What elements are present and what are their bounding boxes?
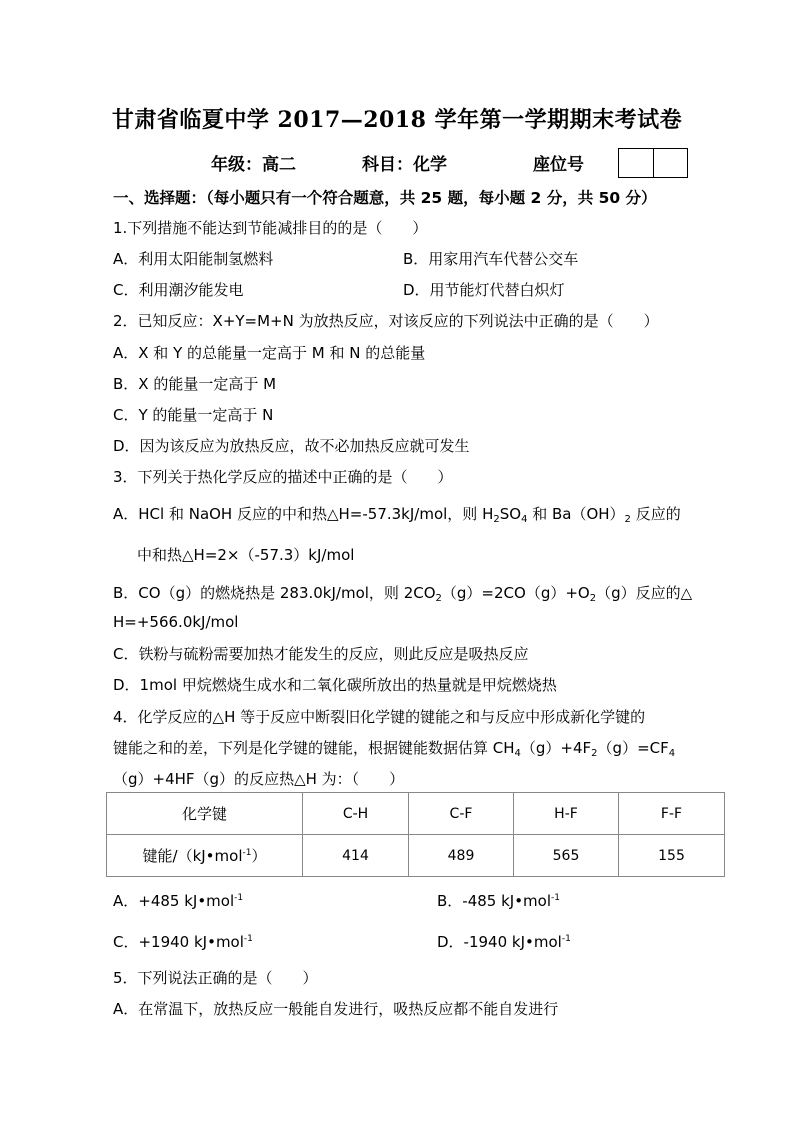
- q3-a-text-4: 反应的: [630, 505, 681, 523]
- q4-stem-line-2: [113, 737, 675, 758]
- q3-b-sub-2: 2: [589, 593, 597, 604]
- row-label-text: 键能/（kJ•mol: [142, 847, 243, 865]
- q5-option-a: A．在常温下，放热反应一般能自发进行，吸热反应都不能自发进行: [113, 1000, 559, 1018]
- q2-option-d: D．因为该反应为放热反应，故不必加热反应就可发生: [113, 437, 470, 455]
- section-heading: 一、选择题：（每小题只有一个符合题意，共 25 题，每小题 2 分，共 50 分）: [113, 189, 657, 207]
- table-cell: 565: [514, 835, 619, 877]
- q2-option-c: C．Y 的能量一定高于 N: [113, 406, 274, 424]
- table-header-cell: 化学键: [107, 793, 303, 835]
- q1-option-c: C．利用潮汐能发电: [113, 281, 244, 299]
- q4-a-text: A．+485 kJ•mol: [113, 892, 235, 910]
- table-header-cell: H-F: [514, 793, 619, 835]
- q4-stem-sub-1: 4: [514, 748, 521, 759]
- q1-option-b: B．用家用汽车代替公交车: [403, 250, 579, 268]
- q4-option-d: [437, 931, 571, 952]
- q3-b-text-3: （g）反应的△: [596, 584, 693, 602]
- q4-d-sup: -1: [561, 934, 571, 944]
- q3-b-sub-1: 2: [435, 593, 442, 604]
- q4-stem-line-3: （g）+4HF（g）的反应热△H 为：（ ）: [113, 770, 405, 788]
- q3-option-c: C．铁粉与硫粉需要加热才能发生的反应，则此反应是吸热反应: [113, 645, 529, 663]
- table-row-label: [107, 835, 303, 877]
- q4-option-c: [113, 931, 253, 952]
- q3-option-a-cont: 中和热△H=2×（-57.3）kJ/mol: [137, 546, 355, 564]
- q4-stem-sub-3: 4: [668, 748, 676, 759]
- seat-number-box-1[interactable]: [618, 148, 654, 178]
- q3-a-sub-1: 2: [493, 514, 500, 525]
- q4-stem-sub-2: 2: [591, 748, 598, 759]
- q3-a-sub-3: 2: [624, 514, 631, 525]
- q1-option-a: A．利用太阳能制氢燃料: [113, 250, 274, 268]
- q4-stem-text-1: 键能之和的差，下列是化学键的键能，根据键能数据估算 CH: [113, 739, 515, 757]
- subject-label: 科目：化学: [362, 155, 447, 175]
- q3-a-text-2: SO: [499, 505, 522, 523]
- q3-a-sub-2: 4: [521, 514, 528, 525]
- row-label-end: ）: [251, 847, 267, 865]
- q4-stem-text-3: （g）=CF: [597, 739, 669, 757]
- table-cell: 489: [409, 835, 514, 877]
- exam-title: 甘肃省临夏中学 2017—2018 学年第一学期期末考试卷: [111, 107, 683, 133]
- table-cell: 155: [619, 835, 725, 877]
- q4-option-b: [437, 890, 560, 911]
- bond-energy-table: [106, 792, 725, 877]
- q3-option-b: [113, 582, 692, 603]
- q3-option-a: [113, 503, 681, 524]
- q3-a-text-3: 和 Ba（OH）: [527, 505, 625, 523]
- q3-b-text-1: B．CO（g）的燃烧热是 283.0kJ/mol，则 2CO: [113, 584, 436, 602]
- q3-option-b-cont: H=+566.0kJ/mol: [113, 613, 239, 631]
- q4-stem-text-2: （g）+4F: [520, 739, 592, 757]
- seat-number-label: 座位号: [533, 155, 584, 175]
- q4-d-text: D．-1940 kJ•mol: [437, 933, 562, 951]
- seat-number-box-2[interactable]: [653, 148, 688, 178]
- q4-a-sup: -1: [234, 893, 244, 903]
- q3-b-text-2: （g）=2CO（g）+O: [441, 584, 590, 602]
- table-header-cell: F-F: [619, 793, 725, 835]
- q3-option-d: D．1mol 甲烷燃烧生成水和二氧化碳所放出的热量就是甲烷燃烧热: [113, 676, 557, 694]
- q3-a-text-1: A．HCl 和 NaOH 反应的中和热△H=-57.3kJ/mol，则 H: [113, 505, 494, 523]
- grade-label: 年级：高二: [211, 155, 296, 175]
- table-row: [107, 835, 725, 877]
- table-cell: 414: [303, 835, 409, 877]
- q2-option-b: B．X 的能量一定高于 M: [113, 375, 277, 393]
- q4-b-text: B．-485 kJ•mol: [437, 892, 552, 910]
- q2-option-a: A．X 和 Y 的总能量一定高于 M 和 N 的总能量: [113, 344, 426, 362]
- q3-stem: 3．下列关于热化学反应的描述中正确的是（ ）: [113, 468, 453, 486]
- row-label-sup: -1: [242, 848, 252, 858]
- q2-stem: 2．已知反应：X+Y=M+N 为放热反应，对该反应的下列说法中正确的是（ ）: [113, 312, 659, 330]
- q1-option-d: D．用节能灯代替白炽灯: [403, 281, 565, 299]
- q4-option-a: [113, 890, 243, 911]
- q4-b-sup: -1: [551, 893, 561, 903]
- q4-c-text: C．+1940 kJ•mol: [113, 933, 244, 951]
- q4-stem-line-1: 4．化学反应的△H 等于反应中断裂旧化学键的键能之和与反应中形成新化学键的: [113, 708, 646, 726]
- q5-stem: 5．下列说法正确的是（ ）: [113, 969, 318, 987]
- table-header-cell: C-F: [409, 793, 514, 835]
- q4-c-sup: -1: [243, 934, 253, 944]
- table-header-row: [107, 793, 725, 835]
- q1-stem: 1.下列措施不能达到节能减排目的的是（ ）: [113, 219, 428, 237]
- table-header-cell: C-H: [303, 793, 409, 835]
